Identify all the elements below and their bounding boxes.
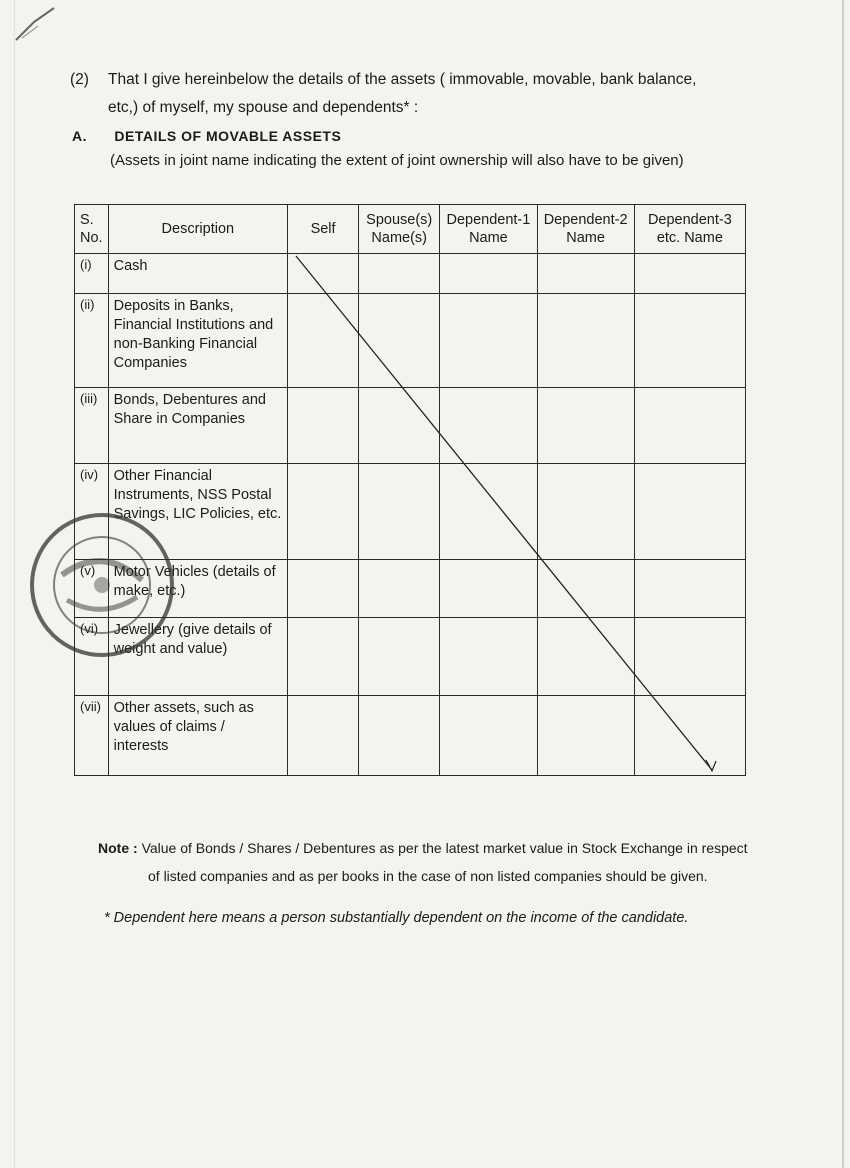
statement-number: (2) <box>70 71 89 88</box>
header-self: Self <box>288 205 359 254</box>
row-sno: (i) <box>75 254 109 294</box>
row-description: Bonds, Debentures and Share in Companies <box>108 388 287 464</box>
row-sno: (vi) <box>75 618 109 696</box>
row-description: Cash <box>108 254 287 294</box>
header-sno: S. No. <box>75 205 109 254</box>
header-spouse: Spouse(s) Name(s) <box>359 205 440 254</box>
note-text-1: Value of Bonds / Shares / Debentures as per the latest market value in Stock Exchange in respect <box>141 840 748 856</box>
row-description: Jewellery (give details of weight and value) <box>108 618 287 696</box>
row-description: Other assets, such as values of claims / interests <box>108 696 287 776</box>
row-sno: (ii) <box>75 294 109 388</box>
header-description: Description <box>108 205 287 254</box>
notary-seal-icon <box>22 505 182 665</box>
row-sno: (iii) <box>75 388 109 464</box>
statement-text: That I give hereinbelow the details of the assets ( immovable, movable, bank balance, etc,) of myself, my spouse and dependents* : <box>108 71 697 116</box>
row-description: Deposits in Banks, Financial Institutions and non-Banking Financial Companies <box>108 294 287 388</box>
row-sno: (vii) <box>75 696 109 776</box>
dependent-footnote: * Dependent here means a person substantially dependent on the income of the candidate. <box>104 910 689 926</box>
section-label: A. <box>72 128 87 144</box>
header-dependent-2: Dependent-2 Name <box>537 205 634 254</box>
note-line-2: of listed companies and as per books in the case of non listed companies should be given. <box>148 868 708 884</box>
section-note: (Assets in joint name indicating the extent of joint ownership will also have to be given) <box>110 152 684 169</box>
row-sno: (v) <box>75 560 109 618</box>
row-sno: (iv) <box>75 464 109 560</box>
header-dependent-1: Dependent-1 Name <box>440 205 537 254</box>
note-line-1 <box>98 834 768 862</box>
header-dependent-3: Dependent-3 etc. Name <box>634 205 745 254</box>
note-label: Note : <box>98 840 138 856</box>
row-description: Motor Vehicles (details of make, etc.) <box>108 560 287 618</box>
row-description: Other Financial Instruments, NSS Postal Savings, LIC Policies, etc. <box>108 464 287 560</box>
note-block <box>98 834 768 890</box>
section-title: DETAILS OF MOVABLE ASSETS <box>114 128 342 144</box>
